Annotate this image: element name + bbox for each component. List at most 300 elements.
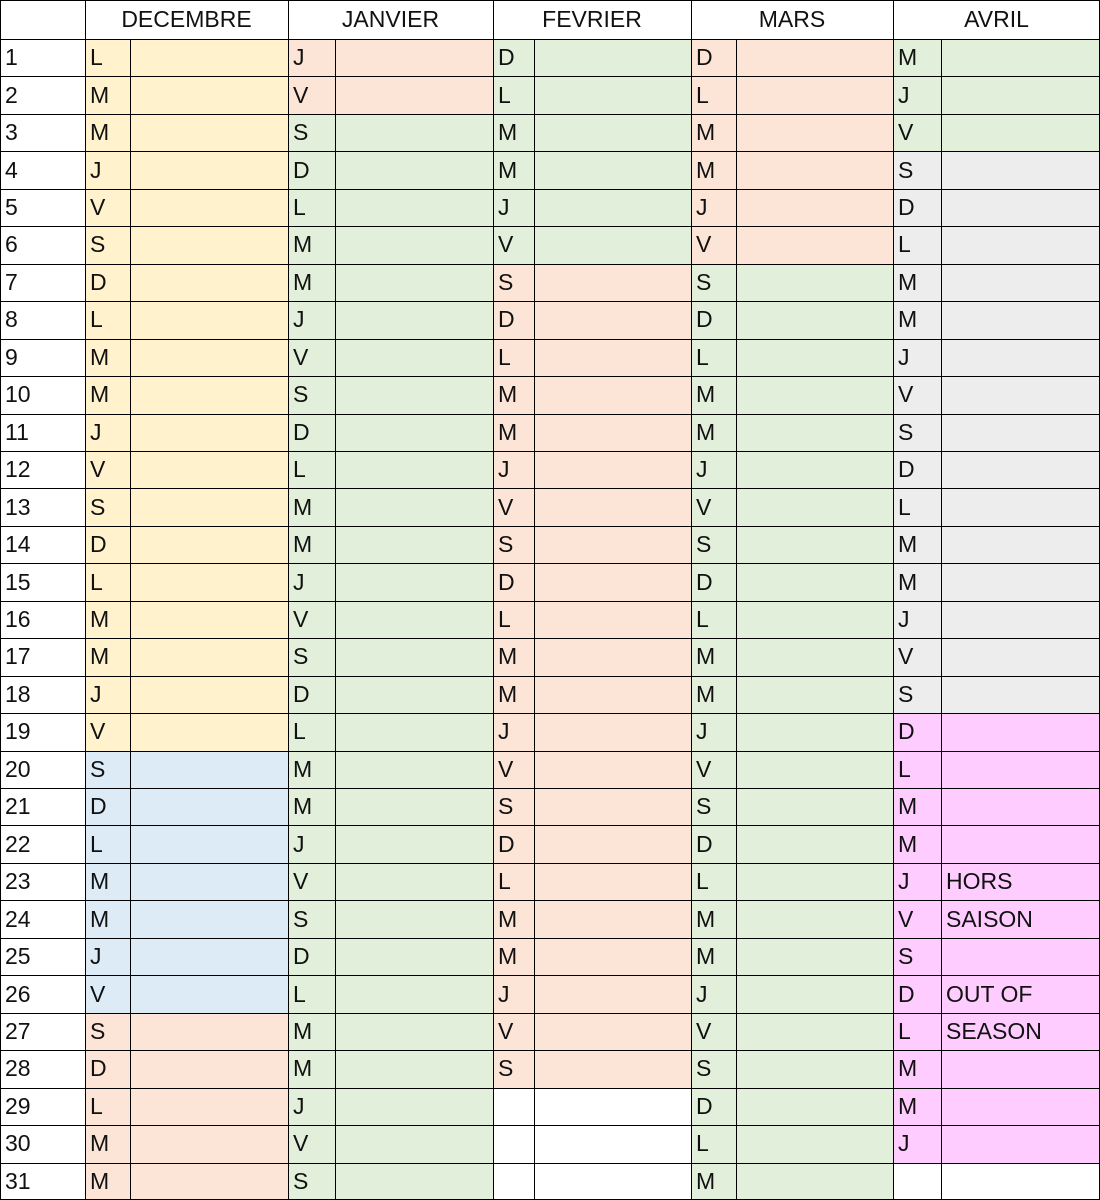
day-letter-cell[interactable]: M	[493, 376, 534, 413]
period-cell[interactable]	[534, 301, 691, 338]
period-cell[interactable]	[736, 601, 893, 638]
day-letter-cell[interactable]: S	[893, 414, 941, 451]
day-letter-cell[interactable]: L	[691, 601, 736, 638]
period-cell[interactable]	[534, 264, 691, 301]
period-cell[interactable]	[130, 488, 288, 525]
period-cell[interactable]	[941, 788, 1100, 825]
period-cell[interactable]	[130, 1050, 288, 1087]
period-cell[interactable]	[534, 226, 691, 263]
period-cell[interactable]	[130, 339, 288, 376]
day-letter-cell[interactable]: J	[288, 301, 335, 338]
day-letter-cell[interactable]: V	[493, 751, 534, 788]
day-letter-cell[interactable]: L	[493, 601, 534, 638]
period-cell[interactable]	[736, 114, 893, 151]
day-letter-cell[interactable]: M	[691, 114, 736, 151]
day-letter-cell[interactable]: S	[493, 264, 534, 301]
day-letter-cell[interactable]: J	[691, 189, 736, 226]
day-letter-cell[interactable]: J	[288, 825, 335, 862]
period-cell[interactable]	[941, 1088, 1100, 1125]
period-cell[interactable]	[941, 938, 1100, 975]
period-cell[interactable]	[941, 114, 1100, 151]
period-cell[interactable]	[941, 376, 1100, 413]
day-letter-cell[interactable]: D	[893, 189, 941, 226]
period-cell[interactable]	[335, 938, 493, 975]
period-cell[interactable]	[534, 713, 691, 750]
row-number[interactable]: 7	[5, 268, 18, 295]
period-cell[interactable]	[736, 975, 893, 1012]
period-cell[interactable]	[736, 863, 893, 900]
period-cell[interactable]	[130, 151, 288, 188]
day-letter-cell[interactable]: M	[288, 751, 335, 788]
period-cell[interactable]	[736, 301, 893, 338]
row-number[interactable]: 10	[5, 381, 31, 408]
day-letter-cell[interactable]: S	[691, 1050, 736, 1087]
period-cell[interactable]	[130, 900, 288, 937]
day-letter-cell[interactable]: J	[893, 339, 941, 376]
day-letter-cell[interactable]: S	[893, 676, 941, 713]
day-letter-cell[interactable]: M	[85, 1125, 130, 1162]
period-cell[interactable]	[335, 451, 493, 488]
day-letter-cell[interactable]: V	[85, 189, 130, 226]
day-letter-cell[interactable]: S	[493, 526, 534, 563]
day-letter-cell[interactable]	[893, 1163, 941, 1200]
day-letter-cell[interactable]: S	[85, 488, 130, 525]
period-cell[interactable]	[335, 1088, 493, 1125]
day-letter-cell[interactable]: V	[288, 76, 335, 113]
day-letter-cell[interactable]: J	[893, 1125, 941, 1162]
period-cell[interactable]	[736, 1088, 893, 1125]
row-number[interactable]: 15	[5, 568, 31, 595]
period-cell[interactable]	[130, 226, 288, 263]
period-cell[interactable]	[130, 264, 288, 301]
day-letter-cell[interactable]: S	[85, 751, 130, 788]
day-letter-cell[interactable]: M	[493, 676, 534, 713]
day-letter-cell[interactable]: V	[85, 451, 130, 488]
header-corner-cell[interactable]	[0, 0, 85, 39]
period-cell[interactable]	[335, 414, 493, 451]
period-cell[interactable]	[941, 751, 1100, 788]
day-letter-cell[interactable]: M	[85, 376, 130, 413]
day-letter-cell[interactable]: M	[85, 863, 130, 900]
day-letter-cell[interactable]: S	[288, 376, 335, 413]
period-cell[interactable]	[736, 264, 893, 301]
day-letter-cell[interactable]: J	[893, 863, 941, 900]
day-letter-cell[interactable]: L	[85, 301, 130, 338]
day-letter-cell[interactable]: L	[288, 189, 335, 226]
day-letter-cell[interactable]: J	[691, 713, 736, 750]
day-letter-cell[interactable]: V	[85, 713, 130, 750]
day-letter-cell[interactable]: D	[691, 825, 736, 862]
day-letter-cell[interactable]: S	[691, 788, 736, 825]
day-letter-cell[interactable]: D	[288, 151, 335, 188]
day-letter-cell[interactable]: L	[85, 825, 130, 862]
day-letter-cell[interactable]: D	[493, 825, 534, 862]
day-letter-cell[interactable]: S	[493, 788, 534, 825]
period-cell[interactable]	[335, 339, 493, 376]
period-cell[interactable]	[335, 1013, 493, 1050]
row-number[interactable]: 29	[5, 1092, 31, 1119]
day-letter-cell[interactable]: D	[893, 975, 941, 1012]
day-letter-cell[interactable]: L	[493, 863, 534, 900]
period-cell[interactable]	[335, 376, 493, 413]
period-cell[interactable]	[941, 339, 1100, 376]
row-number[interactable]: 18	[5, 680, 31, 707]
period-cell[interactable]	[335, 264, 493, 301]
day-letter-cell[interactable]: M	[691, 938, 736, 975]
period-cell[interactable]	[736, 1050, 893, 1087]
day-letter-cell[interactable]: M	[85, 76, 130, 113]
day-letter-cell[interactable]: D	[893, 713, 941, 750]
season-note[interactable]: SEASON	[941, 1013, 1100, 1050]
day-letter-cell[interactable]: V	[493, 488, 534, 525]
row-number[interactable]: 1	[5, 44, 18, 71]
day-letter-cell[interactable]: D	[288, 414, 335, 451]
day-letter-cell[interactable]	[493, 1163, 534, 1200]
period-cell[interactable]	[130, 1163, 288, 1200]
period-cell[interactable]	[335, 975, 493, 1012]
period-cell[interactable]	[534, 1050, 691, 1087]
day-letter-cell[interactable]: L	[85, 39, 130, 76]
day-letter-cell[interactable]: L	[85, 563, 130, 600]
period-cell[interactable]	[736, 563, 893, 600]
day-letter-cell[interactable]: L	[691, 863, 736, 900]
row-number[interactable]: 9	[5, 343, 18, 370]
period-cell[interactable]	[534, 189, 691, 226]
period-cell[interactable]	[941, 1125, 1100, 1162]
period-cell[interactable]	[941, 76, 1100, 113]
period-cell[interactable]	[941, 825, 1100, 862]
day-letter-cell[interactable]: M	[691, 638, 736, 675]
day-letter-cell[interactable]: V	[288, 339, 335, 376]
month-header-janvier[interactable]: JANVIER	[341, 6, 440, 32]
period-cell[interactable]	[941, 189, 1100, 226]
month-header-mars[interactable]: MARS	[758, 6, 826, 32]
period-cell[interactable]	[130, 189, 288, 226]
day-letter-cell[interactable]: D	[85, 526, 130, 563]
period-cell[interactable]	[736, 488, 893, 525]
period-cell[interactable]	[736, 339, 893, 376]
day-letter-cell[interactable]: S	[288, 114, 335, 151]
day-letter-cell[interactable]: L	[288, 713, 335, 750]
period-cell[interactable]	[941, 488, 1100, 525]
period-cell[interactable]	[736, 825, 893, 862]
period-cell[interactable]	[130, 563, 288, 600]
day-letter-cell[interactable]: M	[288, 488, 335, 525]
day-letter-cell[interactable]: L	[691, 1125, 736, 1162]
period-cell[interactable]	[534, 676, 691, 713]
period-cell[interactable]	[534, 601, 691, 638]
period-cell[interactable]	[130, 76, 288, 113]
row-number[interactable]: 6	[5, 231, 18, 258]
period-cell[interactable]	[335, 301, 493, 338]
day-letter-cell[interactable]	[493, 1125, 534, 1162]
row-number[interactable]: 21	[5, 793, 31, 820]
day-letter-cell[interactable]: V	[893, 114, 941, 151]
period-cell[interactable]	[534, 488, 691, 525]
period-cell[interactable]	[736, 713, 893, 750]
period-cell[interactable]	[335, 825, 493, 862]
day-letter-cell[interactable]: S	[893, 151, 941, 188]
period-cell[interactable]	[736, 1013, 893, 1050]
row-number[interactable]: 5	[5, 194, 18, 221]
day-letter-cell[interactable]: J	[493, 975, 534, 1012]
day-letter-cell[interactable]: V	[893, 638, 941, 675]
period-cell[interactable]	[130, 1013, 288, 1050]
day-letter-cell[interactable]: J	[85, 938, 130, 975]
day-letter-cell[interactable]: M	[893, 301, 941, 338]
row-number[interactable]: 4	[5, 156, 18, 183]
period-cell[interactable]	[335, 676, 493, 713]
day-letter-cell[interactable]: V	[288, 1125, 335, 1162]
day-letter-cell[interactable]: V	[691, 1013, 736, 1050]
period-cell[interactable]	[130, 601, 288, 638]
period-cell[interactable]	[335, 1163, 493, 1200]
day-letter-cell[interactable]: M	[288, 1050, 335, 1087]
day-letter-cell[interactable]: D	[691, 301, 736, 338]
period-cell[interactable]	[736, 788, 893, 825]
day-letter-cell[interactable]: M	[893, 1050, 941, 1087]
period-cell[interactable]	[335, 226, 493, 263]
period-cell[interactable]	[335, 563, 493, 600]
row-number[interactable]: 11	[5, 418, 29, 445]
period-cell[interactable]	[130, 1125, 288, 1162]
period-cell[interactable]	[736, 226, 893, 263]
period-cell[interactable]	[534, 938, 691, 975]
row-number[interactable]: 13	[5, 493, 31, 520]
period-cell[interactable]	[534, 751, 691, 788]
day-letter-cell[interactable]: M	[691, 676, 736, 713]
day-letter-cell[interactable]: M	[493, 114, 534, 151]
period-cell[interactable]	[941, 151, 1100, 188]
day-letter-cell[interactable]: L	[85, 1088, 130, 1125]
period-cell[interactable]	[130, 751, 288, 788]
day-letter-cell[interactable]: V	[893, 900, 941, 937]
day-letter-cell[interactable]: J	[85, 151, 130, 188]
period-cell[interactable]	[534, 414, 691, 451]
day-letter-cell[interactable]: S	[893, 938, 941, 975]
row-number[interactable]: 2	[5, 81, 18, 108]
period-cell[interactable]	[941, 601, 1100, 638]
period-cell[interactable]	[736, 451, 893, 488]
period-cell[interactable]	[736, 1125, 893, 1162]
period-cell[interactable]	[335, 488, 493, 525]
row-number[interactable]: 25	[5, 943, 31, 970]
day-letter-cell[interactable]: M	[288, 526, 335, 563]
period-cell[interactable]	[736, 76, 893, 113]
period-cell[interactable]	[335, 713, 493, 750]
period-cell[interactable]	[534, 1088, 691, 1125]
period-cell[interactable]	[130, 301, 288, 338]
day-letter-cell[interactable]: M	[493, 638, 534, 675]
day-letter-cell[interactable]: D	[691, 1088, 736, 1125]
period-cell[interactable]	[941, 1050, 1100, 1087]
day-letter-cell[interactable]: L	[493, 339, 534, 376]
period-cell[interactable]	[534, 39, 691, 76]
period-cell[interactable]	[335, 189, 493, 226]
day-letter-cell[interactable]: M	[893, 1088, 941, 1125]
row-number[interactable]: 20	[5, 755, 31, 782]
period-cell[interactable]	[335, 788, 493, 825]
day-letter-cell[interactable]: M	[893, 825, 941, 862]
row-number[interactable]: 30	[5, 1130, 31, 1157]
day-letter-cell[interactable]: S	[288, 638, 335, 675]
day-letter-cell[interactable]: M	[288, 1013, 335, 1050]
period-cell[interactable]	[736, 676, 893, 713]
row-number[interactable]: 12	[5, 456, 31, 483]
day-letter-cell[interactable]: S	[493, 1050, 534, 1087]
period-cell[interactable]	[130, 451, 288, 488]
day-letter-cell[interactable]: M	[893, 788, 941, 825]
season-note[interactable]: SAISON	[941, 900, 1100, 937]
period-cell[interactable]	[130, 825, 288, 862]
day-letter-cell[interactable]: M	[893, 39, 941, 76]
period-cell[interactable]	[130, 975, 288, 1012]
day-letter-cell[interactable]: S	[691, 526, 736, 563]
period-cell[interactable]	[736, 414, 893, 451]
row-number[interactable]: 27	[5, 1017, 31, 1044]
period-cell[interactable]	[130, 863, 288, 900]
period-cell[interactable]	[335, 863, 493, 900]
period-cell[interactable]	[941, 526, 1100, 563]
period-cell[interactable]	[736, 751, 893, 788]
period-cell[interactable]	[941, 264, 1100, 301]
day-letter-cell[interactable]: V	[85, 975, 130, 1012]
period-cell[interactable]	[941, 451, 1100, 488]
row-number[interactable]: 22	[5, 830, 31, 857]
period-cell[interactable]	[335, 526, 493, 563]
period-cell[interactable]	[335, 1050, 493, 1087]
day-letter-cell[interactable]: S	[288, 900, 335, 937]
day-letter-cell[interactable]: J	[85, 676, 130, 713]
day-letter-cell[interactable]: M	[288, 788, 335, 825]
period-cell[interactable]	[941, 226, 1100, 263]
day-letter-cell[interactable]: D	[691, 563, 736, 600]
day-letter-cell[interactable]: M	[691, 414, 736, 451]
period-cell[interactable]	[335, 39, 493, 76]
day-letter-cell[interactable]: L	[893, 226, 941, 263]
day-letter-cell[interactable]: M	[691, 376, 736, 413]
period-cell[interactable]	[534, 339, 691, 376]
day-letter-cell[interactable]: V	[691, 488, 736, 525]
day-letter-cell[interactable]: M	[85, 638, 130, 675]
row-number[interactable]: 8	[5, 306, 18, 333]
day-letter-cell[interactable]: D	[691, 39, 736, 76]
day-letter-cell[interactable]: M	[493, 151, 534, 188]
period-cell[interactable]	[736, 938, 893, 975]
period-cell[interactable]	[335, 601, 493, 638]
day-letter-cell[interactable]: M	[288, 264, 335, 301]
row-number[interactable]: 23	[5, 868, 31, 895]
period-cell[interactable]	[736, 526, 893, 563]
day-letter-cell[interactable]: J	[893, 76, 941, 113]
day-letter-cell[interactable]: D	[493, 39, 534, 76]
day-letter-cell[interactable]: M	[85, 339, 130, 376]
period-cell[interactable]	[736, 376, 893, 413]
row-number[interactable]: 31	[5, 1167, 31, 1194]
day-letter-cell[interactable]: M	[85, 114, 130, 151]
day-letter-cell[interactable]: L	[493, 76, 534, 113]
day-letter-cell[interactable]: D	[85, 1050, 130, 1087]
day-letter-cell[interactable]: L	[288, 975, 335, 1012]
day-letter-cell[interactable]: D	[493, 563, 534, 600]
period-cell[interactable]	[130, 638, 288, 675]
day-letter-cell[interactable]: V	[493, 226, 534, 263]
day-letter-cell[interactable]: M	[85, 601, 130, 638]
period-cell[interactable]	[941, 638, 1100, 675]
day-letter-cell[interactable]: D	[893, 451, 941, 488]
period-cell[interactable]	[534, 825, 691, 862]
row-number[interactable]: 19	[5, 718, 31, 745]
period-cell[interactable]	[534, 863, 691, 900]
period-cell[interactable]	[736, 1163, 893, 1200]
day-letter-cell[interactable]: J	[691, 975, 736, 1012]
period-cell[interactable]	[130, 713, 288, 750]
period-cell[interactable]	[534, 526, 691, 563]
period-cell[interactable]	[534, 638, 691, 675]
day-letter-cell[interactable]: L	[893, 751, 941, 788]
period-cell[interactable]	[534, 788, 691, 825]
day-letter-cell[interactable]: M	[691, 900, 736, 937]
day-letter-cell[interactable]	[493, 1088, 534, 1125]
day-letter-cell[interactable]: M	[691, 1163, 736, 1200]
day-letter-cell[interactable]: M	[288, 226, 335, 263]
day-letter-cell[interactable]: V	[288, 601, 335, 638]
day-letter-cell[interactable]: V	[691, 751, 736, 788]
period-cell[interactable]	[534, 451, 691, 488]
period-cell[interactable]	[736, 900, 893, 937]
day-letter-cell[interactable]: M	[493, 938, 534, 975]
period-cell[interactable]	[335, 151, 493, 188]
day-letter-cell[interactable]: M	[893, 563, 941, 600]
period-cell[interactable]	[941, 563, 1100, 600]
month-header-avril[interactable]: AVRIL	[964, 6, 1029, 32]
period-cell[interactable]	[534, 376, 691, 413]
period-cell[interactable]	[130, 39, 288, 76]
period-cell[interactable]	[335, 751, 493, 788]
day-letter-cell[interactable]: D	[288, 938, 335, 975]
period-cell[interactable]	[736, 151, 893, 188]
day-letter-cell[interactable]: S	[691, 264, 736, 301]
day-letter-cell[interactable]: D	[85, 264, 130, 301]
day-letter-cell[interactable]: V	[288, 863, 335, 900]
period-cell[interactable]	[335, 76, 493, 113]
day-letter-cell[interactable]: J	[288, 1088, 335, 1125]
row-number[interactable]: 17	[5, 643, 31, 670]
day-letter-cell[interactable]: M	[493, 900, 534, 937]
row-number[interactable]: 24	[5, 905, 31, 932]
period-cell[interactable]	[736, 189, 893, 226]
day-letter-cell[interactable]: M	[691, 151, 736, 188]
period-cell[interactable]	[130, 414, 288, 451]
day-letter-cell[interactable]: V	[691, 226, 736, 263]
day-letter-cell[interactable]: L	[691, 76, 736, 113]
period-cell[interactable]	[534, 563, 691, 600]
row-number[interactable]: 16	[5, 605, 31, 632]
month-header-fevrier[interactable]: FEVRIER	[542, 6, 642, 32]
period-cell[interactable]	[941, 713, 1100, 750]
day-letter-cell[interactable]: V	[893, 376, 941, 413]
period-cell[interactable]	[736, 39, 893, 76]
day-letter-cell[interactable]: L	[893, 1013, 941, 1050]
period-cell[interactable]	[130, 114, 288, 151]
day-letter-cell[interactable]: J	[691, 451, 736, 488]
day-letter-cell[interactable]: J	[493, 713, 534, 750]
period-cell[interactable]	[534, 975, 691, 1012]
day-letter-cell[interactable]: M	[893, 526, 941, 563]
day-letter-cell[interactable]: L	[691, 339, 736, 376]
period-cell[interactable]	[941, 676, 1100, 713]
day-letter-cell[interactable]: S	[85, 226, 130, 263]
